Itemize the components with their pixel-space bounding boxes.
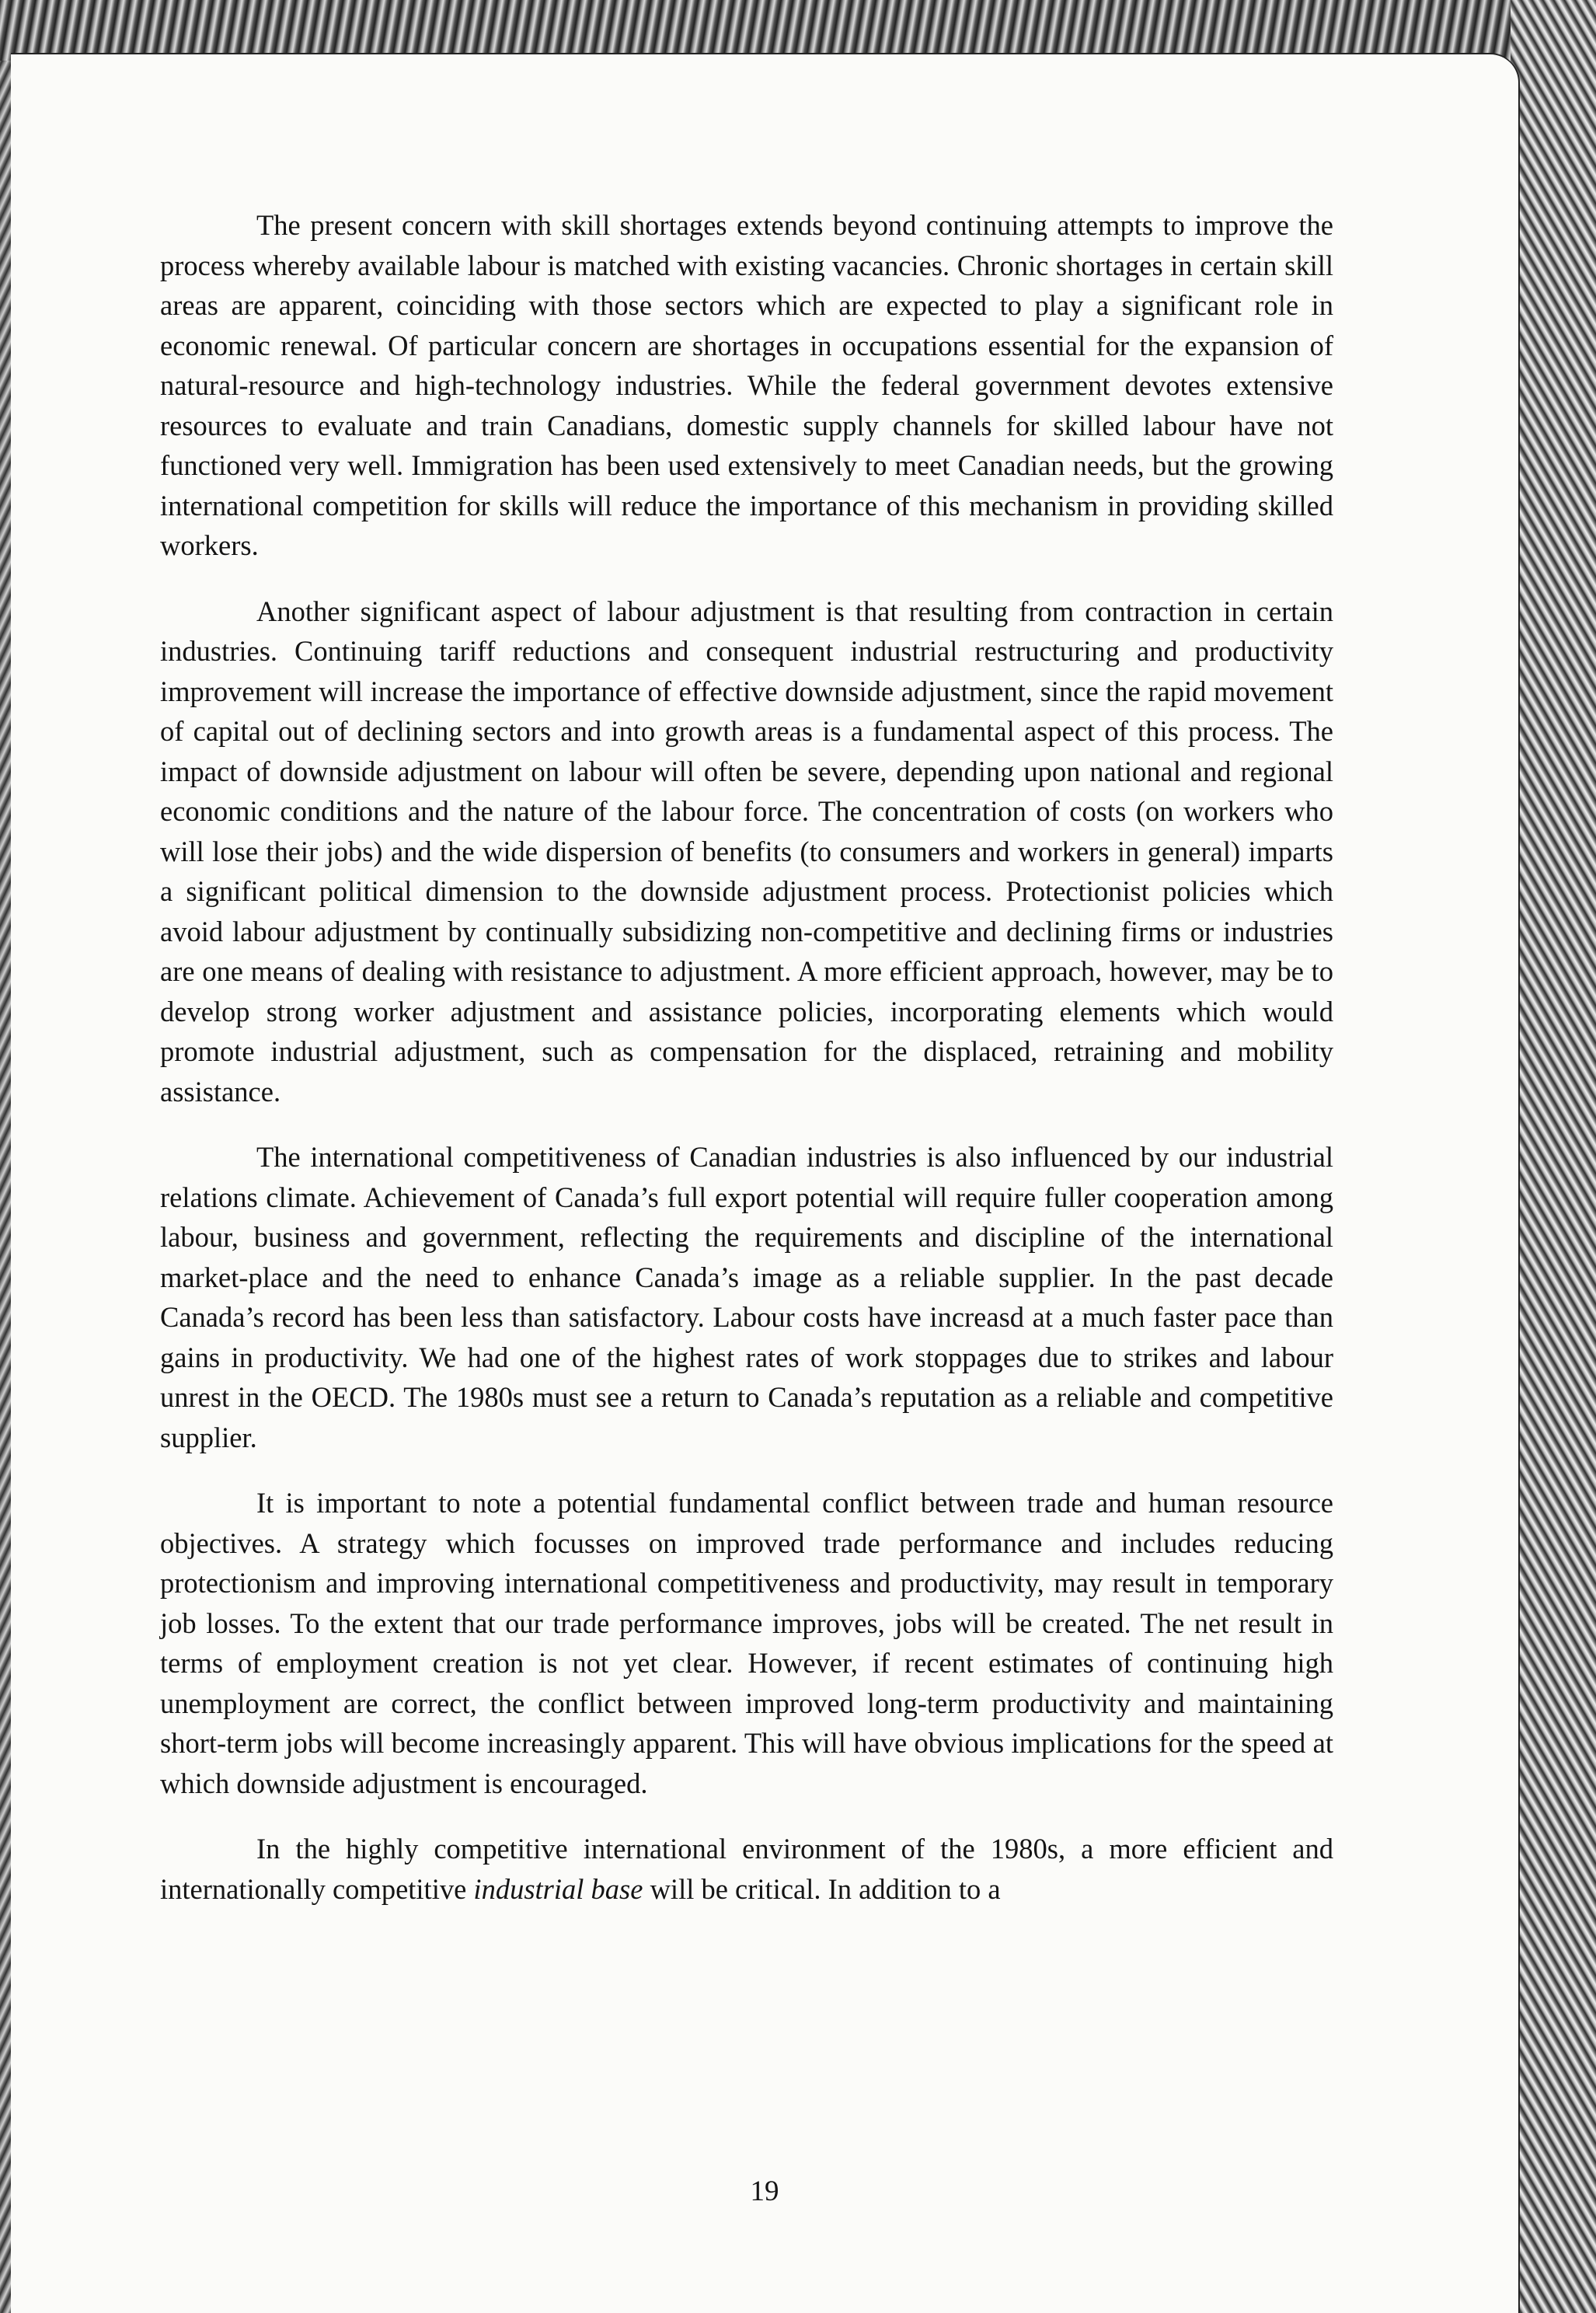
paragraph-industrial-base: [160, 1829, 1333, 1909]
paragraph-industrial-base-end: will be critical. In addition to a: [643, 1872, 1001, 1905]
document-page: [11, 54, 1518, 2313]
page-number: 19: [750, 2175, 779, 2207]
body-text: [160, 205, 1333, 1934]
paragraph-industrial-relations: The international competitiveness of Canadian industries is also influenced by our industrial relations climate. Achievement of Canada’s full export potential will require fuller cooperation among labour, business and government, reflecting the requirements and discipline of the international market-place and the need to enhance Canada’s image as a reliable supplier. In the past decade Canada’s record has been less than satisfactory. Labour costs have increasd at a much faster pace than gains in productivity. We had one of the highest rates of work stoppages due to strikes and labour unrest in the OECD. The 1980s must see a return to Canada’s reputation as a reliable and competitive supplier.: [160, 1141, 1333, 1453]
paragraph-industrial-base-start: In the highly competitive international environment of the 1980s, a more efficient and internationally competitive: [160, 1833, 1333, 1905]
paragraph-trade-conflict: It is important to note a potential fundamental conflict between trade and human resource objectives. A strategy which focusses on improved trade performance and includes reducing protectionism and improving international competitiveness and productivity, may result in temporary job losses. To the extent that our trade performance improves, jobs will be created. The net result in terms of employment creation is not yet clear. However, if recent estimates of continuing high unemployment are correct, the conflict between improved long-term productivity and maintaining short-term jobs will become increasingly apparent. This will have obvious implications for the speed at which downside adjustment is encouraged.: [160, 1487, 1333, 1799]
scan-right-edge: [1511, 0, 1596, 2313]
emphasis-industrial-base: industrial base: [473, 1872, 643, 1905]
paragraph-labour-adjustment: Another significant aspect of labour adjustment is that resulting from contraction in certain industries. Continuing tariff reductions and consequent industrial restructuring and productivity improvement will increase the importance of effective downside adjustment, since the rapid movement of capital out of declining sectors and into growth areas is a fundamental aspect of this process. The impact of downside adjustment on labour will often be severe, depending upon national and regional economic conditions and the nature of the labour force. The concentration of costs (on workers who will lose their jobs) and the wide dispersion of benefits (to consumers and workers in general) imparts a significant political dimension to the downside adjustment process. Protectionist policies which avoid labour adjustment by continually subsidizing non-competitive and declining firms or industries are one means of dealing with resistance to adjustment. A more efficient approach, however, may be to develop strong worker adjustment and assistance policies, incorporating elements which would promote industrial adjustment, such as compensation for the displaced, retraining and mobility assistance.: [160, 595, 1333, 1108]
scan-top-edge: [0, 0, 1596, 61]
paragraph-skill-shortages: The present concern with skill shortages extends beyond continuing attempts to improve the process whereby available labour is matched with existing vacancies. Chronic shortages in certain skill areas are apparent, coinciding with those sectors which are expected to play a significant role in economic renewal. Of particular concern are shortages in occupations essential for the expansion of natural-resource and high-technology industries. While the federal government devotes extensive resources to evaluate and train Canadians, domestic supply channels for skilled labour have not functioned very well. Immigration has been used extensively to meet Canadian needs, but the growing international competition for skills will reduce the importance of this mechanism in providing skilled workers.: [160, 209, 1333, 561]
